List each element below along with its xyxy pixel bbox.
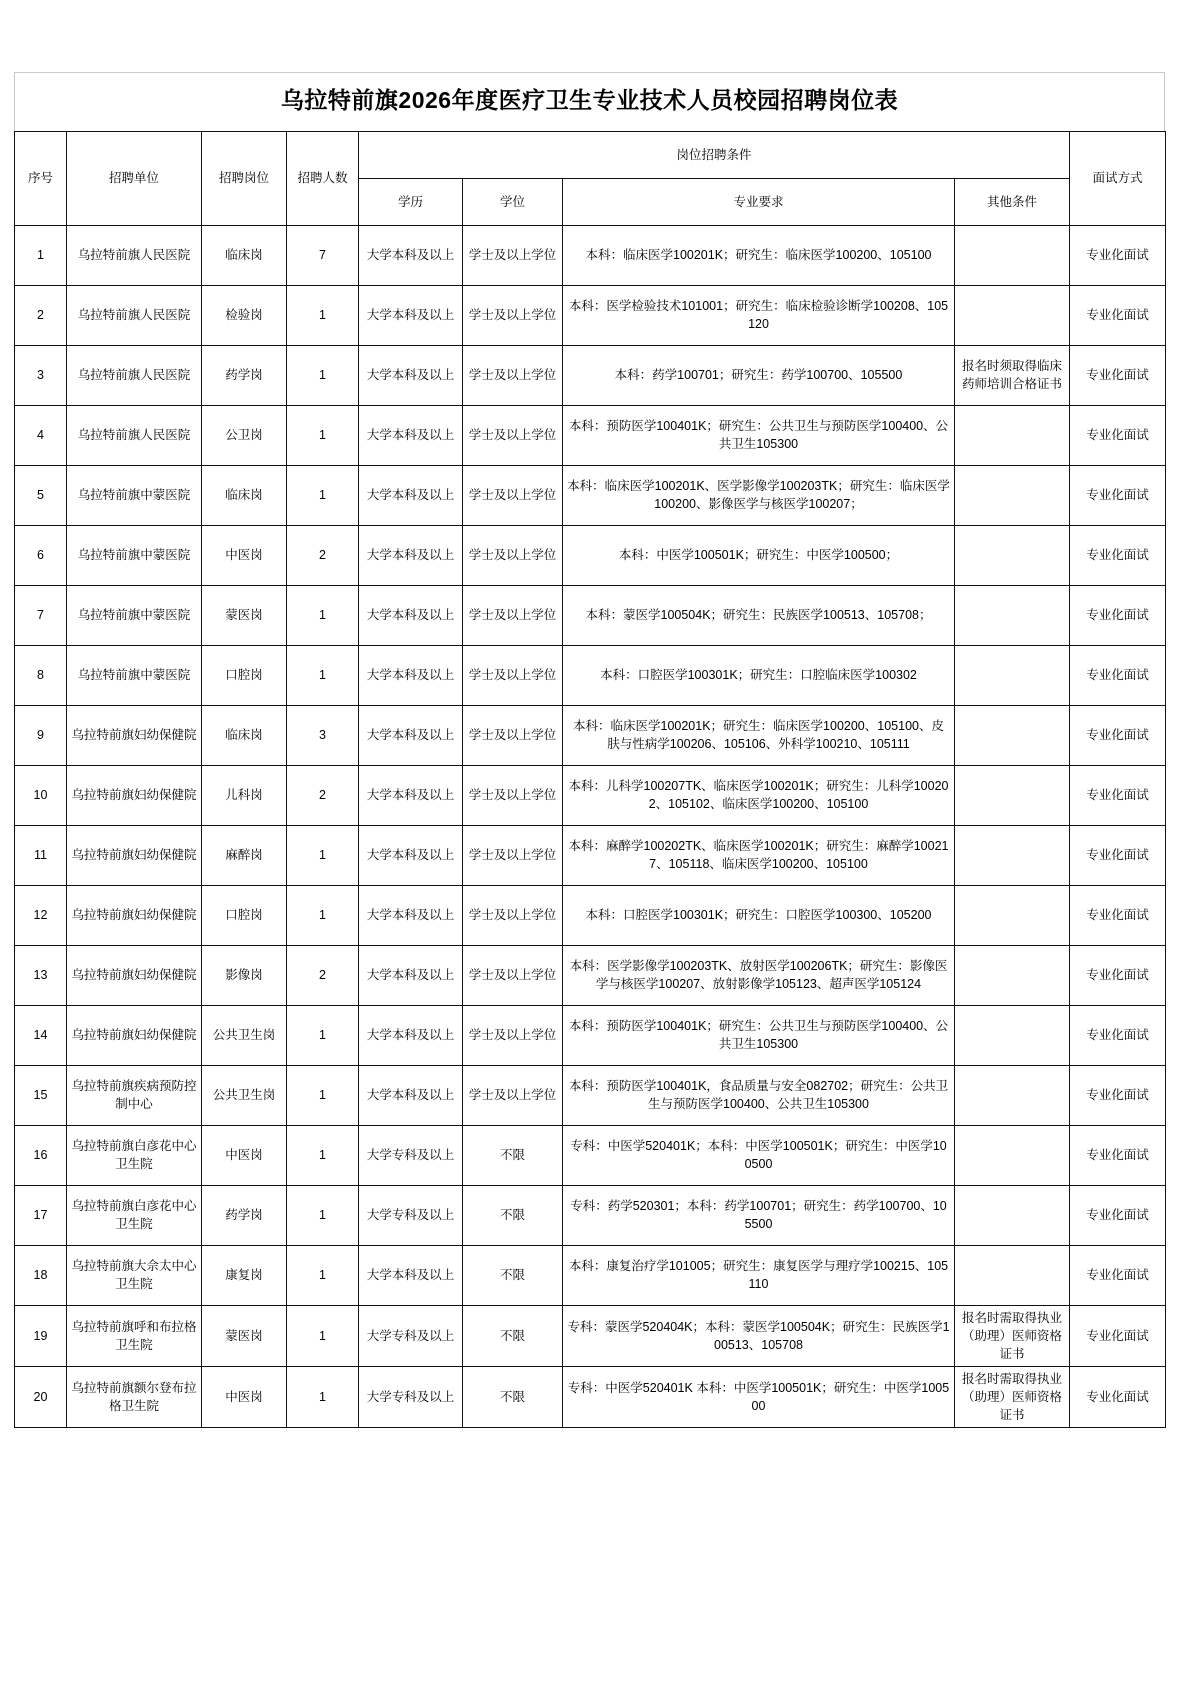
cell-degree: 学士及以上学位 [463, 585, 563, 645]
table-row [15, 1065, 1166, 1125]
cell-interview: 专业化面试 [1070, 405, 1166, 465]
cell-education: 大学本科及以上 [359, 345, 463, 405]
column-header-post: 招聘岗位 [202, 131, 287, 225]
cell-interview: 专业化面试 [1070, 1185, 1166, 1245]
cell-count: 1 [287, 645, 359, 705]
cell-degree: 学士及以上学位 [463, 225, 563, 285]
cell-interview: 专业化面试 [1070, 705, 1166, 765]
cell-interview: 专业化面试 [1070, 225, 1166, 285]
cell-post: 药学岗 [202, 345, 287, 405]
cell-other: 报名时须取得临床药师培训合格证书 [955, 345, 1070, 405]
column-header-other: 其他条件 [955, 178, 1070, 225]
cell-education: 大学专科及以上 [359, 1185, 463, 1245]
table-row [15, 765, 1166, 825]
cell-major: 本科：中医学100501K；研究生：中医学100500； [563, 525, 955, 585]
cell-unit: 乌拉特前旗中蒙医院 [67, 465, 202, 525]
column-header-education: 学历 [359, 178, 463, 225]
cell-unit: 乌拉特前旗人民医院 [67, 225, 202, 285]
cell-post: 口腔岗 [202, 645, 287, 705]
cell-other [955, 645, 1070, 705]
cell-degree: 学士及以上学位 [463, 285, 563, 345]
table-row [15, 1366, 1166, 1427]
cell-seq: 13 [15, 945, 67, 1005]
column-header-count: 招聘人数 [287, 131, 359, 225]
cell-unit: 乌拉特前旗中蒙医院 [67, 585, 202, 645]
cell-seq: 3 [15, 345, 67, 405]
cell-other: 报名时需取得执业（助理）医师资格证书 [955, 1366, 1070, 1427]
cell-seq: 20 [15, 1366, 67, 1427]
table-row [15, 1005, 1166, 1065]
cell-post: 临床岗 [202, 705, 287, 765]
cell-count: 2 [287, 945, 359, 1005]
cell-seq: 1 [15, 225, 67, 285]
cell-unit: 乌拉特前旗疾病预防控制中心 [67, 1065, 202, 1125]
cell-count: 1 [287, 885, 359, 945]
table-row [15, 225, 1166, 285]
cell-major: 本科：口腔医学100301K；研究生：口腔临床医学100302 [563, 645, 955, 705]
cell-other [955, 1245, 1070, 1305]
cell-other [955, 285, 1070, 345]
cell-education: 大学本科及以上 [359, 885, 463, 945]
cell-education: 大学本科及以上 [359, 465, 463, 525]
cell-count: 1 [287, 1005, 359, 1065]
cell-unit: 乌拉特前旗人民医院 [67, 285, 202, 345]
cell-post: 中医岗 [202, 1125, 287, 1185]
cell-seq: 10 [15, 765, 67, 825]
cell-education: 大学本科及以上 [359, 405, 463, 465]
cell-interview: 专业化面试 [1070, 1005, 1166, 1065]
cell-post: 临床岗 [202, 225, 287, 285]
cell-education: 大学本科及以上 [359, 1005, 463, 1065]
cell-count: 1 [287, 585, 359, 645]
cell-count: 1 [287, 1185, 359, 1245]
table-row [15, 825, 1166, 885]
column-header-seq: 序号 [15, 131, 67, 225]
cell-seq: 6 [15, 525, 67, 585]
cell-major: 本科：医学检验技术101001；研究生：临床检验诊断学100208、105120 [563, 285, 955, 345]
cell-other [955, 765, 1070, 825]
cell-other [955, 705, 1070, 765]
cell-post: 检验岗 [202, 285, 287, 345]
cell-major: 专科：中医学520401K；本科：中医学100501K；研究生：中医学100500 [563, 1125, 955, 1185]
cell-major: 本科：预防医学100401K；研究生：公共卫生与预防医学100400、公共卫生105300 [563, 405, 955, 465]
cell-other [955, 825, 1070, 885]
cell-interview: 专业化面试 [1070, 885, 1166, 945]
table-body [15, 225, 1166, 1428]
cell-unit: 乌拉特前旗妇幼保健院 [67, 1005, 202, 1065]
cell-degree: 学士及以上学位 [463, 645, 563, 705]
cell-seq: 16 [15, 1125, 67, 1185]
table-header [15, 131, 1166, 225]
cell-unit: 乌拉特前旗妇幼保健院 [67, 945, 202, 1005]
cell-major: 本科：临床医学100201K、医学影像学100203TK；研究生：临床医学100200、影像医学与核医学100207； [563, 465, 955, 525]
cell-post: 影像岗 [202, 945, 287, 1005]
cell-degree: 不限 [463, 1185, 563, 1245]
table-row [15, 645, 1166, 705]
cell-unit: 乌拉特前旗中蒙医院 [67, 645, 202, 705]
cell-other: 报名时需取得执业（助理）医师资格证书 [955, 1305, 1070, 1366]
cell-major: 本科：康复治疗学101005；研究生：康复医学与理疗学100215、105110 [563, 1245, 955, 1305]
cell-unit: 乌拉特前旗白彦花中心卫生院 [67, 1185, 202, 1245]
cell-post: 康复岗 [202, 1245, 287, 1305]
cell-seq: 2 [15, 285, 67, 345]
cell-other [955, 885, 1070, 945]
cell-seq: 9 [15, 705, 67, 765]
cell-interview: 专业化面试 [1070, 1125, 1166, 1185]
cell-post: 麻醉岗 [202, 825, 287, 885]
page-title: 乌拉特前旗2026年度医疗卫生专业技术人员校园招聘岗位表 [14, 72, 1165, 131]
cell-count: 2 [287, 525, 359, 585]
cell-seq: 7 [15, 585, 67, 645]
cell-education: 大学专科及以上 [359, 1125, 463, 1185]
cell-post: 蒙医岗 [202, 585, 287, 645]
cell-degree: 学士及以上学位 [463, 405, 563, 465]
column-header-major: 专业要求 [563, 178, 955, 225]
recruitment-positions-table [14, 131, 1166, 1429]
cell-degree: 学士及以上学位 [463, 345, 563, 405]
cell-major: 本科：临床医学100201K；研究生：临床医学100200、105100 [563, 225, 955, 285]
cell-major: 本科：麻醉学100202TK、临床医学100201K；研究生：麻醉学100217、105118、临床医学100200、105100 [563, 825, 955, 885]
cell-major: 本科：蒙医学100504K；研究生：民族医学100513、105708； [563, 585, 955, 645]
column-header-interview: 面试方式 [1070, 131, 1166, 225]
cell-interview: 专业化面试 [1070, 465, 1166, 525]
cell-major: 专科：中医学520401K 本科：中医学100501K；研究生：中医学100500 [563, 1366, 955, 1427]
table-row [15, 945, 1166, 1005]
cell-post: 中医岗 [202, 525, 287, 585]
cell-degree: 不限 [463, 1125, 563, 1185]
table-row [15, 1245, 1166, 1305]
cell-degree: 学士及以上学位 [463, 705, 563, 765]
cell-degree: 学士及以上学位 [463, 825, 563, 885]
table-row [15, 405, 1166, 465]
cell-post: 临床岗 [202, 465, 287, 525]
cell-interview: 专业化面试 [1070, 345, 1166, 405]
cell-other [955, 1125, 1070, 1185]
cell-major: 本科：临床医学100201K；研究生：临床医学100200、105100、皮肤与性病学100206、105106、外科学100210、105111 [563, 705, 955, 765]
cell-unit: 乌拉特前旗额尔登布拉格卫生院 [67, 1366, 202, 1427]
cell-degree: 学士及以上学位 [463, 525, 563, 585]
cell-unit: 乌拉特前旗白彦花中心卫生院 [67, 1125, 202, 1185]
table-header-row-1 [15, 131, 1166, 178]
cell-education: 大学本科及以上 [359, 945, 463, 1005]
cell-post: 口腔岗 [202, 885, 287, 945]
table-row [15, 345, 1166, 405]
cell-degree: 学士及以上学位 [463, 1065, 563, 1125]
cell-degree: 学士及以上学位 [463, 1005, 563, 1065]
cell-major: 本科：预防医学100401K，食品质量与安全082702；研究生：公共卫生与预防医学100400、公共卫生105300 [563, 1065, 955, 1125]
cell-major: 本科：预防医学100401K；研究生：公共卫生与预防医学100400、公共卫生105300 [563, 1005, 955, 1065]
cell-count: 1 [287, 825, 359, 885]
cell-post: 蒙医岗 [202, 1305, 287, 1366]
cell-degree: 学士及以上学位 [463, 765, 563, 825]
cell-unit: 乌拉特前旗妇幼保健院 [67, 765, 202, 825]
cell-count: 1 [287, 285, 359, 345]
cell-education: 大学本科及以上 [359, 825, 463, 885]
cell-other [955, 1185, 1070, 1245]
cell-major: 本科：口腔医学100301K；研究生：口腔医学100300、105200 [563, 885, 955, 945]
cell-other [955, 465, 1070, 525]
cell-count: 1 [287, 1065, 359, 1125]
cell-post: 药学岗 [202, 1185, 287, 1245]
cell-degree: 不限 [463, 1245, 563, 1305]
cell-major: 专科：蒙医学520404K；本科：蒙医学100504K；研究生：民族医学100513、105708 [563, 1305, 955, 1366]
cell-post: 中医岗 [202, 1366, 287, 1427]
cell-interview: 专业化面试 [1070, 1366, 1166, 1427]
cell-count: 2 [287, 765, 359, 825]
cell-education: 大学本科及以上 [359, 765, 463, 825]
cell-interview: 专业化面试 [1070, 765, 1166, 825]
table-row [15, 465, 1166, 525]
cell-seq: 4 [15, 405, 67, 465]
table-row [15, 1185, 1166, 1245]
cell-seq: 8 [15, 645, 67, 705]
cell-education: 大学本科及以上 [359, 225, 463, 285]
cell-degree: 不限 [463, 1366, 563, 1427]
cell-education: 大学本科及以上 [359, 645, 463, 705]
cell-interview: 专业化面试 [1070, 585, 1166, 645]
cell-seq: 18 [15, 1245, 67, 1305]
column-header-conditions-group: 岗位招聘条件 [359, 131, 1070, 178]
cell-unit: 乌拉特前旗妇幼保健院 [67, 705, 202, 765]
cell-interview: 专业化面试 [1070, 1245, 1166, 1305]
cell-degree: 不限 [463, 1305, 563, 1366]
cell-count: 1 [287, 1245, 359, 1305]
column-header-unit: 招聘单位 [67, 131, 202, 225]
cell-interview: 专业化面试 [1070, 645, 1166, 705]
cell-count: 7 [287, 225, 359, 285]
cell-education: 大学本科及以上 [359, 705, 463, 765]
cell-major: 本科：儿科学100207TK、临床医学100201K；研究生：儿科学100202、105102、临床医学100200、105100 [563, 765, 955, 825]
table-row [15, 585, 1166, 645]
cell-count: 1 [287, 465, 359, 525]
cell-seq: 15 [15, 1065, 67, 1125]
cell-count: 1 [287, 345, 359, 405]
cell-education: 大学本科及以上 [359, 1065, 463, 1125]
cell-interview: 专业化面试 [1070, 1305, 1166, 1366]
cell-other [955, 225, 1070, 285]
cell-unit: 乌拉特前旗妇幼保健院 [67, 885, 202, 945]
cell-count: 1 [287, 405, 359, 465]
cell-count: 1 [287, 1305, 359, 1366]
table-row [15, 525, 1166, 585]
cell-major: 专科：药学520301；本科：药学100701；研究生：药学100700、105500 [563, 1185, 955, 1245]
cell-post: 公共卫生岗 [202, 1065, 287, 1125]
table-row [15, 705, 1166, 765]
cell-seq: 14 [15, 1005, 67, 1065]
cell-unit: 乌拉特前旗中蒙医院 [67, 525, 202, 585]
table-row [15, 285, 1166, 345]
cell-other [955, 405, 1070, 465]
cell-interview: 专业化面试 [1070, 285, 1166, 345]
cell-education: 大学本科及以上 [359, 585, 463, 645]
column-header-degree: 学位 [463, 178, 563, 225]
cell-unit: 乌拉特前旗呼和布拉格卫生院 [67, 1305, 202, 1366]
cell-major: 本科：医学影像学100203TK、放射医学100206TK；研究生：影像医学与核医学100207、放射影像学105123、超声医学105124 [563, 945, 955, 1005]
cell-education: 大学专科及以上 [359, 1366, 463, 1427]
cell-unit: 乌拉特前旗妇幼保健院 [67, 825, 202, 885]
cell-post: 公卫岗 [202, 405, 287, 465]
cell-education: 大学本科及以上 [359, 1245, 463, 1305]
cell-other [955, 525, 1070, 585]
cell-interview: 专业化面试 [1070, 1065, 1166, 1125]
table-row [15, 1125, 1166, 1185]
cell-seq: 17 [15, 1185, 67, 1245]
cell-major: 本科：药学100701；研究生：药学100700、105500 [563, 345, 955, 405]
cell-education: 大学专科及以上 [359, 1305, 463, 1366]
table-row [15, 1305, 1166, 1366]
cell-count: 1 [287, 1125, 359, 1185]
cell-seq: 11 [15, 825, 67, 885]
cell-education: 大学本科及以上 [359, 525, 463, 585]
cell-degree: 学士及以上学位 [463, 465, 563, 525]
cell-interview: 专业化面试 [1070, 945, 1166, 1005]
cell-degree: 学士及以上学位 [463, 885, 563, 945]
cell-interview: 专业化面试 [1070, 525, 1166, 585]
cell-other [955, 1065, 1070, 1125]
cell-count: 3 [287, 705, 359, 765]
cell-unit: 乌拉特前旗大佘太中心卫生院 [67, 1245, 202, 1305]
cell-seq: 19 [15, 1305, 67, 1366]
cell-other [955, 945, 1070, 1005]
table-row [15, 885, 1166, 945]
cell-seq: 5 [15, 465, 67, 525]
cell-seq: 12 [15, 885, 67, 945]
cell-unit: 乌拉特前旗人民医院 [67, 345, 202, 405]
cell-post: 儿科岗 [202, 765, 287, 825]
cell-other [955, 585, 1070, 645]
cell-education: 大学本科及以上 [359, 285, 463, 345]
cell-post: 公共卫生岗 [202, 1005, 287, 1065]
cell-interview: 专业化面试 [1070, 825, 1166, 885]
cell-other [955, 1005, 1070, 1065]
cell-degree: 学士及以上学位 [463, 945, 563, 1005]
cell-unit: 乌拉特前旗人民医院 [67, 405, 202, 465]
cell-count: 1 [287, 1366, 359, 1427]
